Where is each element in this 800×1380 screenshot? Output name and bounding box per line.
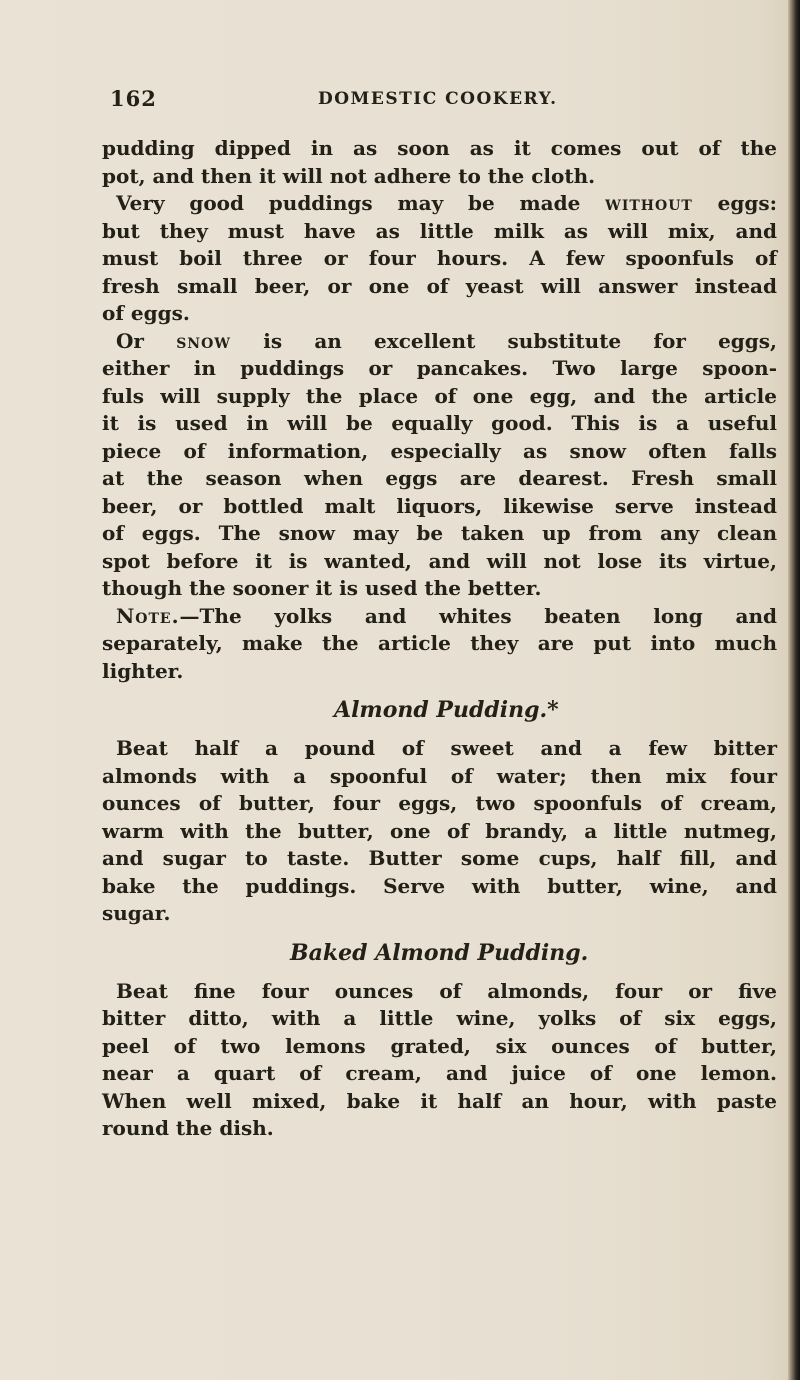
small-caps-word: snow xyxy=(176,328,232,353)
text-line: bake the puddings. Serve with butter, wine, and xyxy=(102,873,777,898)
text-line: separately, make the article they are put into much xyxy=(102,631,777,655)
note-line xyxy=(102,603,777,631)
text-line: Beat fine four ounces of almonds, four or five xyxy=(116,978,777,1003)
text-span: is an excellent substitute for eggs, xyxy=(231,328,778,353)
text-line xyxy=(102,328,777,356)
text-span: Or xyxy=(116,328,177,353)
page-edge-shadow xyxy=(788,0,800,1380)
text-line: beer, or bottled malt liquors, likewise serve instead xyxy=(102,493,777,518)
text-line: pudding dipped in as soon as it comes out of the xyxy=(102,136,777,160)
text-line: almonds with a spoonful of water; then mix four xyxy=(102,763,777,788)
text-span: eggs: xyxy=(692,191,777,215)
text-line: lighter. xyxy=(102,658,184,683)
text-line: and sugar to taste. Butter some cups, half fill, and xyxy=(102,846,777,870)
running-title: DOMESTIC COOKERY. xyxy=(318,89,558,109)
text-line: of eggs. xyxy=(102,301,190,325)
recipe-heading: Baked Almond Pudding. xyxy=(290,939,589,966)
text-line: but they must have as little milk as will mix, and xyxy=(102,218,777,243)
text-line: ounces of butter, four eggs, two spoonfuls of cream, xyxy=(102,791,777,815)
text-line: piece of information, especially as snow often falls xyxy=(102,438,777,463)
small-caps-word: without xyxy=(605,191,693,215)
text-line: pot, and then it will not adhere to the cloth. xyxy=(102,163,596,188)
text-line: peel of two lemons grated, six ounces of butter, xyxy=(102,1033,777,1058)
text-line xyxy=(102,190,777,218)
text-line: at the season when eggs are dearest. Fresh small xyxy=(102,466,777,490)
text-span: —The yolks and whites beaten long and xyxy=(179,603,777,628)
text-line: near a quart of cream, and juice of one lemon. xyxy=(102,1061,777,1085)
running-head xyxy=(110,86,710,116)
text-line: though the sooner it is used the better. xyxy=(102,576,542,600)
text-line: bitter ditto, with a little wine, yolks of six eggs, xyxy=(102,1006,777,1030)
text-line: sugar. xyxy=(102,901,171,925)
text-line: fresh small beer, or one of yeast will answer instead xyxy=(102,273,777,298)
text-line: fuls will supply the place of one egg, and the article xyxy=(102,383,777,408)
note-label: Note. xyxy=(116,603,180,628)
text-line: must boil three or four hours. A few spoonfuls of xyxy=(102,246,777,270)
text-line: spot before it is wanted, and will not lose its virtue, xyxy=(102,548,777,573)
recipe-heading: Almond Pudding.* xyxy=(334,697,559,723)
text-line: it is used in will be equally good. This is a useful xyxy=(102,411,777,435)
text-line: either in puddings or pancakes. Two large spoon- xyxy=(102,356,777,380)
body-text xyxy=(102,135,777,1143)
text-line: When well mixed, bake it half an hour, with paste xyxy=(102,1088,777,1113)
text-line: round the dish. xyxy=(102,1116,274,1140)
text-line: warm with the butter, one of brandy, a little nutmeg, xyxy=(102,818,777,843)
text-line: of eggs. The snow may be taken up from any clean xyxy=(102,521,777,545)
text-span: Very good puddings may be made xyxy=(116,191,606,215)
page-number: 162 xyxy=(110,86,157,111)
text-line: Beat half a pound of sweet and a few bitter xyxy=(116,736,777,760)
